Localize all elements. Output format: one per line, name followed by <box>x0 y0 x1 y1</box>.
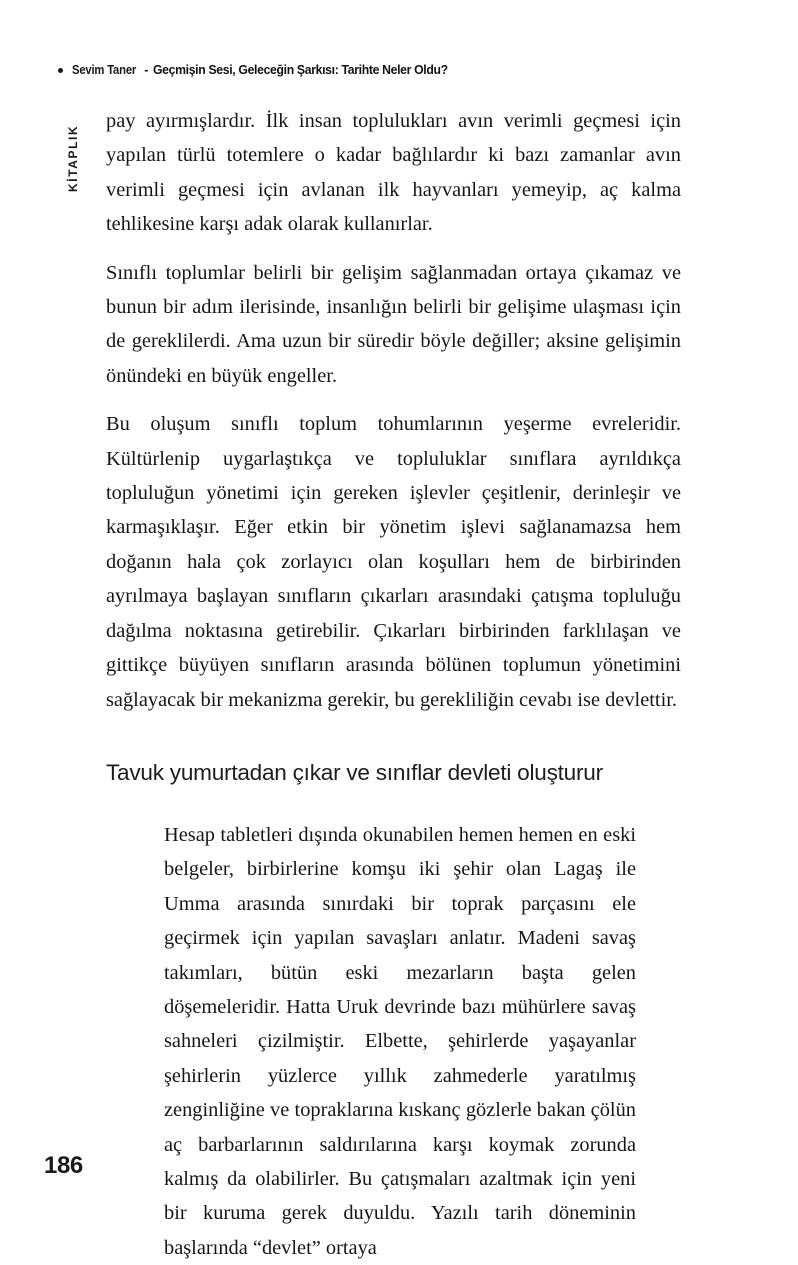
body-paragraph: Bu oluşum sınıflı toplum tohumlarının yeşerme evreleridir. Kültürlenip uygarlaştıkça ve topluluklar sınıflara ayrıldıkça topluluğun yönetimi için gereken işlevler çeşitlenir, derinleşir ve karmaşıklaşır. Eğer etkin bir yönetim işlevi sağlanamazsa hem doğanın hala çok zorlayıcı olan koşulları hem de birbirinden ayrılmaya başlayan sınıfların çıkarları arasındaki çatışma topluluğu dağılma noktasına getirebilir. Çıkarları birbirinden farklılaşan ve gittikçe büyüyen sınıfların arasında bölünen toplumun yönetimini sağlayacak bir mekanizma gerekir, bu gerekliliğin cevabı ise devlettir. <box>106 413 681 711</box>
section-tab-label: KİTAPLIK <box>66 124 80 192</box>
page-number: 186 <box>44 1152 83 1179</box>
body-paragraph: Sınıflı toplumlar belirli bir gelişim sağlanmadan ortaya çıkamaz ve bunun bir adım ilerisinde, insanlığın belirli bir gelişime ulaşması için de gereklilerdi. Ama uzun bir süredir böyle değiller; aksine gelişimin önündeki en büyük engeller. <box>106 261 681 387</box>
section-tab <box>62 92 84 192</box>
extract-block <box>164 818 636 1265</box>
header-book-title: Geçmişin Sesi, Geleceğin Şarkısı: Tarihte Neler Oldu? <box>153 62 449 77</box>
page-content <box>106 104 681 1265</box>
header-separator: - <box>144 62 149 77</box>
body-paragraph: pay ayırmışlardır. İlk insan toplulukları avın verimli geçmesi için yapılan türlü totemlere o kadar bağlılardır ki bazı zamanlar avın verimli geçmesi için avlanan ilk hayvanları yemeyip, aç kalma tehlikesine karşı adak olarak kullanırlar. <box>106 110 681 236</box>
extract-paragraph: Hesap tabletleri dışında okunabilen hemen hemen en eski belgeler, birbirlerine komşu iki şehir olan Lagaş ile Umma arasında sınırdaki bir toprak parçasını ele geçirmek için yapılan savaşları anlatır. Madeni savaş takımları, bütün eski mezarların başta gelen döşemeleridir. Hatta Uruk devrinde bazı mühürlere savaş sahneleri çizilmiştir. Elbette, şehirlerde yaşayanlar şehirlerin yüzlerce yıllık zahmederle yaratılmış zenginliğine ve topraklarına kıskanç gözlerle bakan çölün aç barbarlarının saldırılarına karşı koymak zorunda kalmış da olabilirler. Bu çatışmaları azaltmak için yeni bir kuruma gerek duyuldu. Yazılı tarih döneminin başlarında “devlet” ortaya <box>164 823 636 1259</box>
section-heading: Tavuk yumurtadan çıkar ve sınıflar devleti oluşturur <box>106 759 603 785</box>
running-header <box>58 62 467 77</box>
header-author: Sevim Taner <box>72 62 137 77</box>
bullet-dot-icon <box>58 68 63 73</box>
